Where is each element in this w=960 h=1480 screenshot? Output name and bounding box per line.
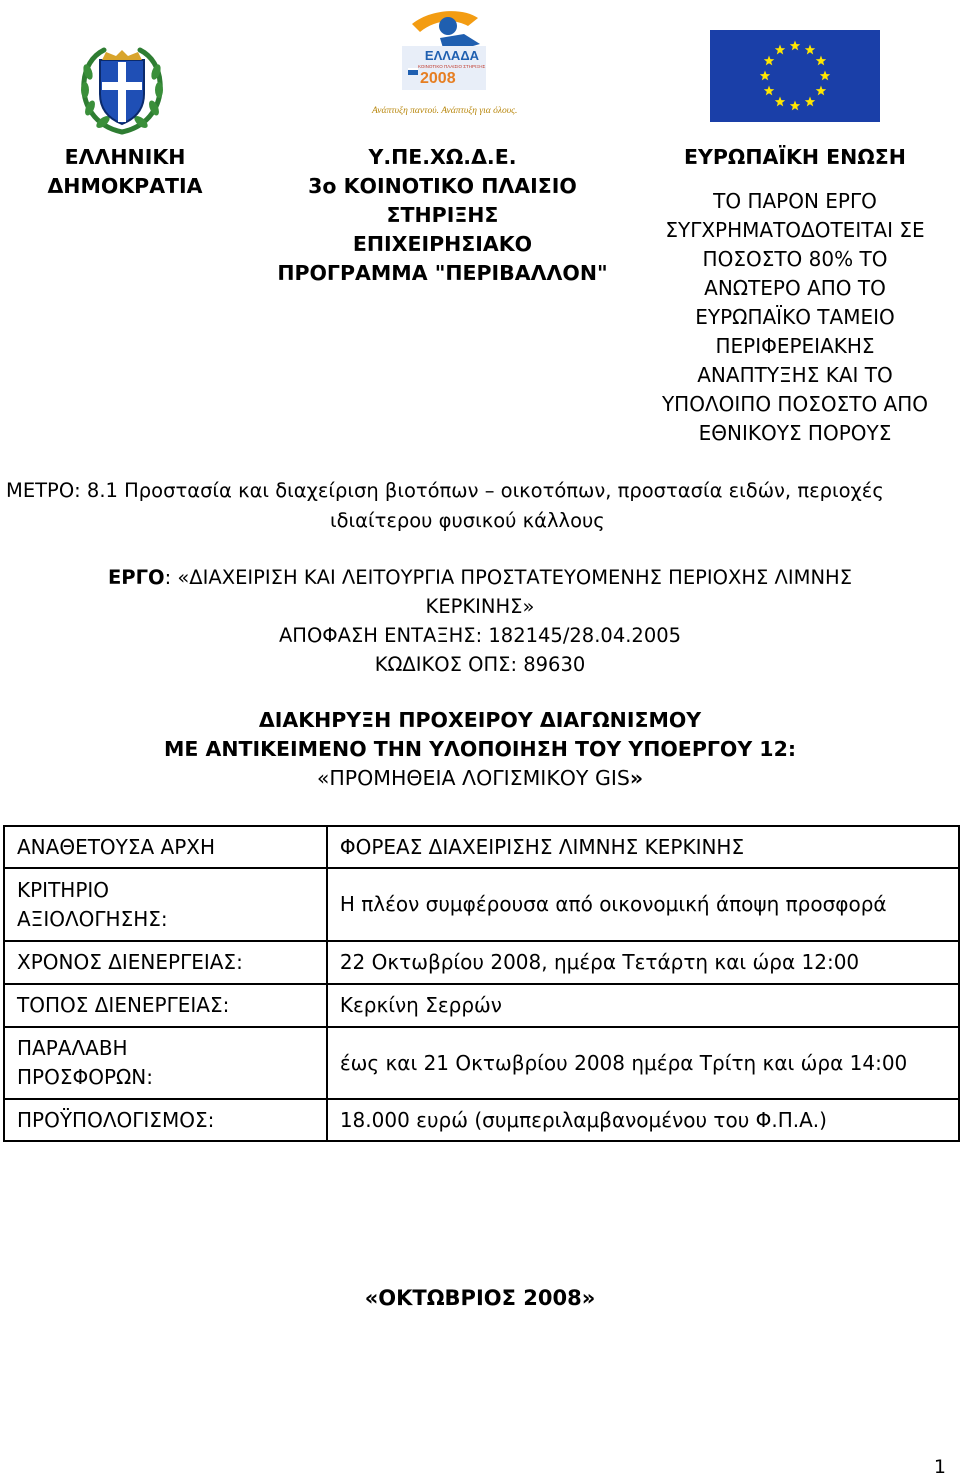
header-left-line: ΕΛΛΗΝΙΚΗ [64,145,186,169]
declaration-title: ΔΙΑΚΗΡΥΞΗ ΠΡΟΧΕΙΡΟΥ ΔΙΑΓΩΝΙΣΜΟΥ [258,708,702,732]
table-label: ΠΑΡΑΛΑΒΗ ΠΡΟΣΦΟΡΩΝ: [4,1027,327,1099]
table-row [4,984,959,1027]
header-center-line: ΕΠΙΧΕΙΡΗΣΙΑΚΟ [352,232,533,256]
metro-description [6,476,956,536]
table-value: Η πλέον συμφέρουσα από οικονομική άποψη προσφορά [327,868,959,941]
declaration-item-line [0,764,960,793]
header-right-title: ΕΥΡΩΠΑΪΚΗ ΕΝΩΣΗ [684,145,906,169]
declaration-block [0,706,960,793]
table-value: 22 Οκτωβρίου 2008, ημέρα Τετάρτη και ώρα 12:00 [327,941,959,984]
table-row [4,941,959,984]
eu-flag-logo [710,30,880,122]
header-right-line: ΑΝΑΠΤΥΞΗΣ ΚΑΙ ΤΟ [697,363,893,387]
project-block [0,563,960,679]
page-number: 1 [933,1456,946,1478]
header-center-line: Υ.ΠΕ.ΧΩ.Δ.Ε. [368,145,517,169]
table-label: ΤΟΠΟΣ ΔΙΕΝΕΡΓΕΙΑΣ: [4,984,327,1027]
table-value: 18.000 ευρώ (συμπεριλαμβανομένου του Φ.Π.Α.) [327,1099,959,1141]
table-value: έως και 21 Οκτωβρίου 2008 ημέρα Τρίτη και ώρα 14:00 [327,1027,959,1099]
ksp-logo-title: ΕΛΛΑΔΑ [424,48,480,63]
header-right-line: ΕΥΡΩΠΑΪΚΟ ΤΑΜΕΙΟ [695,305,895,329]
project-code: ΚΩΔΙΚΟΣ ΟΠΣ: 89630 [374,653,586,676]
table-row [4,1099,959,1141]
ksp-logo-year: 2008 [420,70,456,87]
header-right-line: ΣΥΓΧΡΗΜΑΤΟΔΟΤΕΙΤΑΙ ΣΕ [665,218,925,242]
header-left [20,143,230,201]
header-right-text [640,187,950,448]
header-center-line: 3ο ΚΟΙΝΟΤΙΚΟ ΠΛΑΙΣΙΟ [308,174,577,198]
header-right-line: ΠΟΣΟΣΤΟ 80% ΤΟ [702,247,888,271]
header-right-line: ΕΘΝΙΚΟΥΣ ΠΟΡΟΥΣ [698,421,892,445]
project-title-line [0,563,960,592]
table-row [4,868,959,941]
project-decision: ΑΠΟΦΑΣΗ ΕΝΤΑΞΗΣ: 182145/28.04.2005 [278,624,682,647]
ksp-2008-logo [368,4,518,124]
declaration-item-close: » [629,766,644,790]
header-right-line: ΠΕΡΙΦΕΡΕΙΑΚΗΣ [715,334,875,358]
header-right-line: ΑΝΩΤΕΡΟ ΑΠΟ ΤΟ [704,276,886,300]
header-left-line: ΔΗΜΟΚΡΑΤΙΑ [47,174,203,198]
table-label: ΚΡΙΤΗΡΙΟ ΑΞΙΟΛΟΓΗΣΗΣ: [4,868,327,941]
project-title-line-2: ΚΕΡΚΙΝΗΣ» [425,595,535,618]
project-title: : «ΔΙΑΧΕΙΡΙΣΗ ΚΑΙ ΛΕΙΤΟΥΡΓΙΑ ΠΡΟΣΤΑΤΕΥΟΜΕΝΗΣ ΠΕΡΙΟΧΗΣ ΛΙΜΝΗΣ [164,566,853,589]
ksp-logo-subtitle: ΚΟΙΝΟΤΙΚΟ ΠΛΑΙΣΙΟ ΣΤΗΡΙΞΗΣ [418,64,486,69]
header-right-line: ΤΟ ΠΑΡΟΝ ΕΡΓΟ [713,189,877,213]
metro-line-1: ΜΕΤΡΟ: 8.1 Προστασία και διαχείριση βιοτόπων – οικοτόπων, προστασία ειδών, περιοχές [6,479,884,502]
table-label: ΠΡΟΫΠΟΛΟΓΙΣΜΟΣ: [4,1099,327,1141]
table-label: ΑΝΑΘΕΤΟΥΣΑ ΑΡΧΗ [4,826,327,868]
declaration-item: «ΠΡΟΜΗΘΕΙΑ ΛΟΓΙΣΜΙΚΟΥ GIS [316,766,630,790]
table-row [4,1027,959,1099]
header-center-line: ΠΡΟΓΡΑΜΜΑ "ΠΕΡΙΒΑΛΛΟΝ" [277,261,608,285]
table-value: Κερκίνη Σερρών [327,984,959,1027]
greek-coat-of-arms-logo [76,42,168,138]
table-label: ΧΡΟΝΟΣ ΔΙΕΝΕΡΓΕΙΑΣ: [4,941,327,984]
document-date: «ΟΚΤΩΒΡΙΟΣ 2008» [364,1286,596,1310]
header-right-line: ΥΠΟΛΟΙΠΟ ΠΟΣΟΣΤΟ ΑΠΟ [661,392,929,416]
header-center-line: ΣΤΗΡΙΞΗΣ [386,203,499,227]
declaration-subject: ΜΕ ΑΝΤΙΚΕΙΜΕΝΟ ΤΗΝ ΥΛΟΠΟΙΗΣΗ ΤΟΥ ΥΠΟΕΡΓΟΥ 12: [163,737,797,761]
header-center [250,143,635,288]
metro-line-2: ιδιαίτερου φυσικού κάλλους [330,509,605,532]
table-row [4,826,959,868]
table-value: ΦΟΡΕΑΣ ΔΙΑΧΕΙΡΙΣΗΣ ΛΙΜΝΗΣ ΚΕΡΚΙΝΗΣ [327,826,959,868]
project-label: ΕΡΓΟ [107,566,165,589]
tender-info-table [3,825,960,1142]
ksp-logo-slogan: Ανάπτυξη παντού. Ανάπτυξη για όλους. [372,106,518,116]
